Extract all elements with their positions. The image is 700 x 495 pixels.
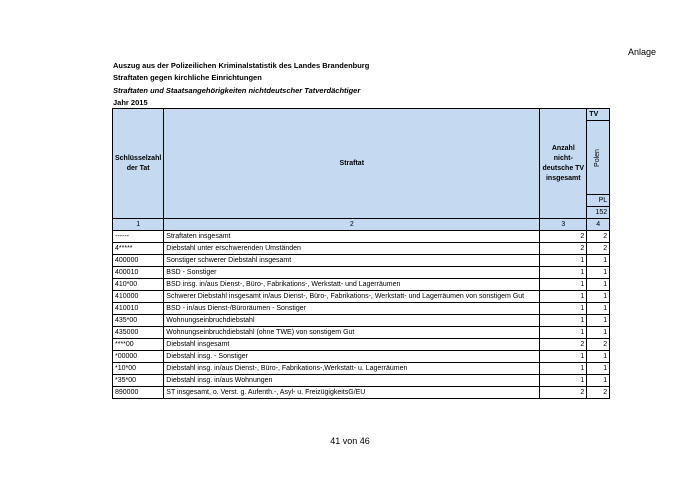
total-count: 2 [540,387,587,399]
total-count: 1 [540,291,587,303]
report-subject: Straftaten und Staatsangehörigkeiten nichtdeutscher Tatverdächtiger [113,86,361,95]
poland-count: 1 [587,327,610,339]
offense-label: Wohnungseinbruchdiebstahl (ohne TWE) von sonstigem Gut [164,327,540,339]
header-country-number: 152 [587,207,610,219]
table-row [113,351,610,363]
offense-label: Diebstahl insgesamt [164,339,540,351]
total-count: 1 [540,315,587,327]
poland-count: 2 [587,231,610,243]
offense-key: ------ [113,231,164,243]
table-row [113,339,610,351]
table-row [113,231,610,243]
poland-count: 1 [587,363,610,375]
table-row [113,387,610,399]
poland-count: 2 [587,339,610,351]
table-row [113,243,610,255]
offense-key: 400000 [113,255,164,267]
total-count: 2 [540,243,587,255]
total-count: 2 [540,231,587,243]
table-row [113,291,610,303]
header-polen-label: Polen [594,148,602,167]
poland-count: 2 [587,387,610,399]
offense-label: Straftaten insgesamt [164,231,540,243]
table-row [113,255,610,267]
offense-key: 410*00 [113,279,164,291]
offense-label: Diebstahl insg. - Sonstiger [164,351,540,363]
header-nationality-poland [587,121,610,195]
offense-key: 435*00 [113,315,164,327]
offense-key: 4***** [113,243,164,255]
poland-count: 2 [587,243,610,255]
offense-label: Diebstahl unter erschwerenden Umständen [164,243,540,255]
report-subtitle: Straftaten gegen kirchliche Einrichtungen [113,73,262,82]
total-count: 2 [540,339,587,351]
offense-label: BSD - Sonstiger [164,267,540,279]
table-row [113,375,610,387]
offense-key: 400010 [113,267,164,279]
poland-count: 1 [587,267,610,279]
poland-count: 1 [587,291,610,303]
statistics-table [112,108,610,399]
header-tv: TV [587,109,610,121]
total-count: 1 [540,327,587,339]
table-row [113,327,610,339]
offense-key: *10*00 [113,363,164,375]
header-key-column: Schlüsselzahl der Tat [113,109,164,219]
poland-count: 1 [587,375,610,387]
offense-key: 410010 [113,303,164,315]
table-row [113,279,610,291]
offense-label: Wohnungseinbruchdiebstahl [164,315,540,327]
report-year: Jahr 2015 [113,98,148,107]
offense-key: 890000 [113,387,164,399]
total-count: 1 [540,363,587,375]
header-total-column: Anzahl nicht-deutsche TV insgesamt [540,109,587,219]
column-number-4: 4 [587,219,610,231]
column-number-3: 3 [540,219,587,231]
total-count: 1 [540,351,587,363]
offense-label: Diebstahl insg. in/aus Dienst-, Büro-, Fabrikations-,Werkstatt- u. Lagerräumen [164,363,540,375]
offense-label: Diebstahl insg. in/aus Wohnungen [164,375,540,387]
offense-key: *35*00 [113,375,164,387]
total-count: 1 [540,279,587,291]
table-row [113,267,610,279]
total-count: 1 [540,375,587,387]
total-count: 1 [540,255,587,267]
offense-key: 435000 [113,327,164,339]
offense-label: Schwerer Diebstahl insgesamt in/aus Dienst-, Büro-, Fabrikations-, Werkstatt- und Lagerräumen von sonstigem Gut [164,291,540,303]
offense-label: ST insgesamt, o. Verst. g. Aufenth.-, Asyl- u. FreizügigkeitsG/EU [164,387,540,399]
poland-count: 1 [587,255,610,267]
header-offense-column: Straftat [164,109,540,219]
offense-label: BSD insg. in/aus Dienst-, Büro-, Fabrikations-, Werkstatt- und Lagerräumen [164,279,540,291]
page-number: 41 von 46 [330,436,370,446]
offense-label: BSD - in/aus Dienst-/Büroräumen - Sonstiger [164,303,540,315]
offense-key: ****00 [113,339,164,351]
poland-count: 1 [587,303,610,315]
total-count: 1 [540,303,587,315]
total-count: 1 [540,267,587,279]
offense-label: Sonstiger schwerer Diebstahl insgesamt [164,255,540,267]
table-row [113,363,610,375]
poland-count: 1 [587,351,610,363]
report-title: Auszug aus der Polizeilichen Kriminalstatistik des Landes Brandenburg [113,61,370,70]
column-number-1: 1 [113,219,164,231]
annex-label: Anlage [628,47,657,57]
poland-count: 1 [587,279,610,291]
header-country-code: PL [587,195,610,207]
column-number-2: 2 [164,219,540,231]
offense-key: 410000 [113,291,164,303]
table-row [113,315,610,327]
offense-key: *00000 [113,351,164,363]
poland-count: 1 [587,315,610,327]
table-row [113,303,610,315]
